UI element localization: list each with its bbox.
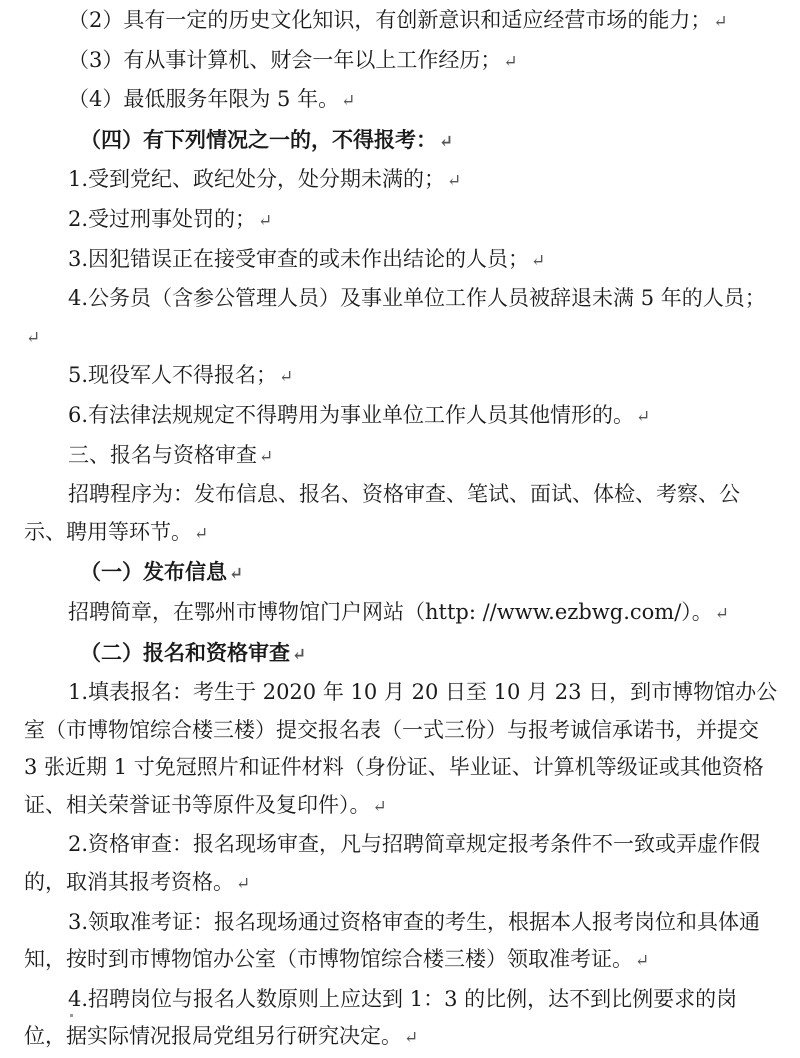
- subheading-publish-info: （一）发布信息 ↵: [80, 559, 244, 585]
- paragraph-mark: ↵: [404, 1028, 419, 1049]
- paragraph-mark: ↵: [439, 131, 454, 152]
- section-heading-registration: 三、报名与资格审查 ↵: [68, 442, 274, 467]
- subheading-registration-review: （二）报名和资格审查 ↵: [80, 639, 307, 665]
- paragraph-excl-5: 5.现役军人不得报名； ↵: [68, 363, 294, 388]
- paragraph-excl-1: 1.受到党纪、政纪处分，处分期未满的； ↵: [68, 167, 462, 192]
- paragraph-mark: ↵: [279, 367, 294, 388]
- stray-dot: [70, 1014, 73, 1017]
- paragraph-mark: ↵: [194, 523, 209, 544]
- paragraph-process: 招聘程序为：发布信息、报名、资格审查、笔试、面试、体检、考察、公示、聘用等环节。 ↵: [24, 482, 740, 544]
- paragraph-mark: ↵: [259, 446, 274, 467]
- paragraph-mark: ↵: [447, 171, 462, 192]
- paragraph-mark: ↵: [503, 51, 518, 72]
- paragraph-mark: ↵: [341, 91, 356, 112]
- paragraph-excl-3: 3.因犯错误正在接受审查的或未作出结论的人员； ↵: [68, 246, 546, 271]
- paragraph-mark: ↵: [714, 603, 730, 624]
- paragraph-mark: ↵: [292, 644, 307, 665]
- document-page: [0, 2, 800, 1049]
- paragraph-mark: ↵: [636, 406, 651, 427]
- paragraph-req-2: （2）具有一定的历史文化知识，有创新意识和适应经营市场的能力； ↵: [68, 8, 728, 32]
- paragraph-req-3: （3）有从事计算机、财会一年以上工作经历； ↵: [68, 47, 518, 72]
- paragraph-mark: ↵: [531, 250, 546, 271]
- heading-not-eligible: （四）有下列情况之一的，不得报考： ↵: [80, 126, 454, 152]
- paragraph-step-2: 2.资格审查：报名现场审查，凡与招聘简章规定报考条件不一致或弄虚作假的，取消其报考资格。 ↵: [24, 832, 761, 895]
- paragraph-step-1: 1.填表报名：考生于 2020 年 10 月 20 日至 10 月 23 日，到市博物馆办公室（市博物馆综合楼三楼）提交报名表（一式三份）与报考诚信承诺书，并提交 3 张近期 1 寸免冠照片和证件材料（身份证、毕业证、计算机等级证或其他资格证、相关荣誉证书等原件及复印件）。 ↵: [24, 680, 778, 817]
- paragraph-excl-2: 2.受过刑事处罚的； ↵: [68, 206, 273, 231]
- paragraph-excl-6: 6.有法律法规规定不得聘用为事业单位工作人员其他情形的。 ↵: [68, 402, 651, 427]
- paragraph-mark: ↵: [236, 874, 251, 895]
- paragraph-mark: ↵: [258, 210, 273, 231]
- paragraph-step-3: 3.领取准考证：报名现场通过资格审查的考生，根据本人报考岗位和具体通知，按时到市博物馆办公室（市博物馆综合楼三楼）领取准考证。 ↵: [24, 909, 761, 972]
- paragraph-mark: ↵: [713, 12, 728, 32]
- paragraph-mark: ↵: [26, 327, 41, 348]
- paragraph-step-4: 4.招聘岗位与报名人数原则上应达到 1：3 的比例，达不到比例要求的岗位，据实际情况报局党组另行研究决定。 ↵: [24, 986, 738, 1049]
- paragraph-mark: ↵: [229, 564, 244, 585]
- paragraph-excl-4: 4.公务员（含参公管理人员）及事业单位工作人员被辞退未满 5 年的人员；↵: [26, 286, 766, 348]
- paragraph-publish-website: 招聘简章，在鄂州市博物馆门户网站（http: //www.ezbwg.com/）。 ↵: [68, 599, 730, 624]
- paragraph-req-4: （4）最低服务年限为 5 年。 ↵: [68, 87, 356, 112]
- paragraph-mark: ↵: [372, 796, 387, 817]
- paragraph-mark: ↵: [635, 951, 650, 972]
